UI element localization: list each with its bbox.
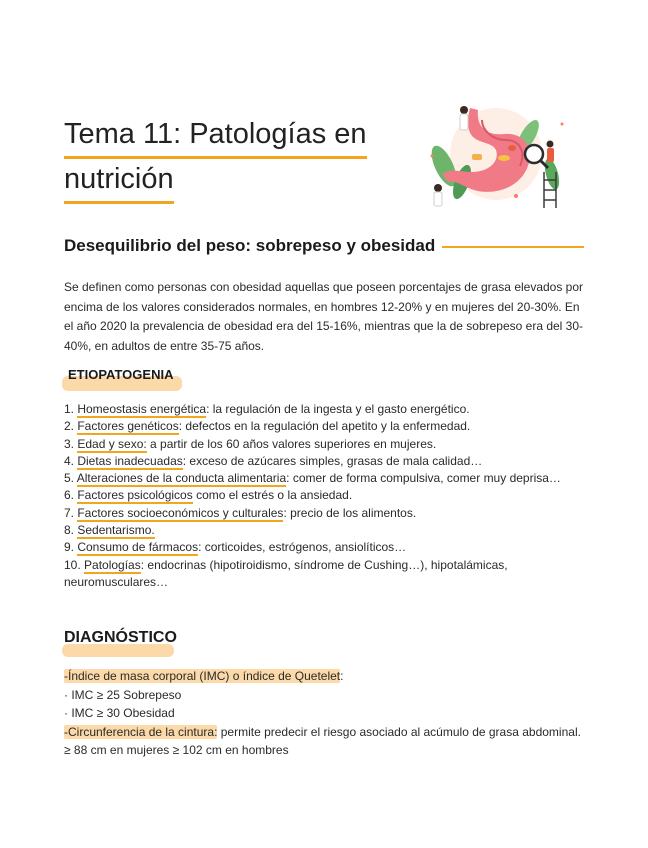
list-item-number: 5. <box>64 471 77 486</box>
diagnostico-heading: DIAGNÓSTICO <box>64 629 177 646</box>
list-item <box>64 453 584 470</box>
list-item <box>64 418 584 435</box>
stomach-doctors-illustration-icon <box>416 96 570 214</box>
list-item-number: 7. <box>64 505 78 520</box>
imc-title-colon: : <box>340 669 344 683</box>
list-item-description: a partir de los 60 años valores superiores en mujeres. <box>146 436 437 451</box>
list-item <box>64 557 584 592</box>
imc-item: · IMC ≥ 30 Obesidad <box>64 706 175 720</box>
diagnostico-content <box>64 667 584 760</box>
list-item-term: Consumo de fármacos <box>77 540 199 555</box>
list-item-term: Homeostasis energética <box>77 402 207 416</box>
section-heading <box>64 236 584 256</box>
list-item-description: corticoides, estrógenos, ansiolíticos… <box>201 540 407 555</box>
list-item-description: comer de forma compulsiva, comer muy deprisa… <box>289 471 561 486</box>
list-item-separator: : <box>283 505 287 520</box>
list-item-term: Factores psicológicos <box>77 488 193 503</box>
list-item-term: Dietas inadecuadas <box>77 453 183 468</box>
list-item <box>64 505 584 522</box>
imc-title: -Índice de masa corporal (IMC) o índice de Quetelet <box>64 669 341 683</box>
list-item-description: exceso de azúcares simples, grasas de mala calidad… <box>186 453 483 468</box>
list-item-term: Sedentarismo. <box>77 523 155 538</box>
list-item-separator: : <box>206 402 210 416</box>
page-title-line-2: nutrición <box>64 157 174 202</box>
list-item-number: 2. <box>64 419 78 434</box>
cintura-text: permite predecir el riesgo asociado al acúmulo de grasa abdominal. <box>217 724 581 739</box>
list-item-number: 3. <box>64 436 78 451</box>
list-item-separator: : <box>140 557 145 572</box>
list-item-description: la regulación de la ingesta y el gasto energético. <box>209 402 470 416</box>
intro-paragraph: Se definen como personas con obesidad aquellas que poseen porcentajes de grasa elevados por encima de los valores considerados normales, en hombres 12-20% y en mujeres del 20-30%. En el año 2020 la prevalencia de obesidad era del 15-16%, mientras que la de sobrepeso era del 30-40%, en adultos de entre 35-75 años. <box>64 280 584 353</box>
page-title <box>64 112 404 202</box>
etiopatogenia-list <box>64 401 584 591</box>
list-item-term: Factores genéticos <box>77 419 179 434</box>
list-item-description: como el estrés o la ansiedad. <box>192 488 353 503</box>
list-item-number: 6. <box>64 488 78 503</box>
list-item-separator: : <box>182 453 187 468</box>
list-item-description: endocrinas (hipotiroidismo, síndrome de Cushing…), hipotalámicas, neuromusculares… <box>64 557 508 589</box>
list-item-separator: : <box>286 471 290 486</box>
list-item-number: 1. <box>64 402 78 416</box>
list-item-term: Edad y sexo: <box>77 436 147 451</box>
list-item-separator: : <box>178 419 183 434</box>
cintura-line <box>64 723 584 742</box>
list-item-number: 9. <box>64 540 78 555</box>
imc-item: · IMC ≥ 25 Sobrepeso <box>64 687 182 702</box>
list-item <box>64 401 584 418</box>
list-item-description: precio de los alimentos. <box>286 505 417 520</box>
cintura-title: -Circunferencia de la cintura: <box>64 724 218 739</box>
list-item-term: Patologías <box>84 557 141 572</box>
list-item-term: Factores socioeconómicos y culturales <box>77 505 284 520</box>
list-item <box>64 436 584 453</box>
list-item-description: defectos en la regulación del apetito y la enfermedad. <box>182 419 471 434</box>
list-item-number: 4. <box>64 453 78 468</box>
section-heading-rule <box>442 246 584 248</box>
list-item <box>64 487 584 504</box>
list-item-number: 8. <box>64 523 78 538</box>
list-item <box>64 522 584 539</box>
etiopatogenia-heading: ETIOPATOGENIA <box>68 367 174 382</box>
section-heading-text: Desequilibrio del peso: sobrepeso y obesidad <box>64 236 436 255</box>
page-title-line-1: Tema 11: Patologías en <box>64 112 367 157</box>
imc-title-line <box>64 667 584 686</box>
list-item-term: Alteraciones de la conducta alimentaria <box>76 471 287 486</box>
list-item-separator: : <box>198 540 202 555</box>
cintura-values: ≥ 88 cm en mujeres ≥ 102 cm en hombres <box>64 743 289 757</box>
list-item-number: 10. <box>64 557 85 572</box>
list-item <box>64 470 584 487</box>
list-item <box>64 539 584 556</box>
